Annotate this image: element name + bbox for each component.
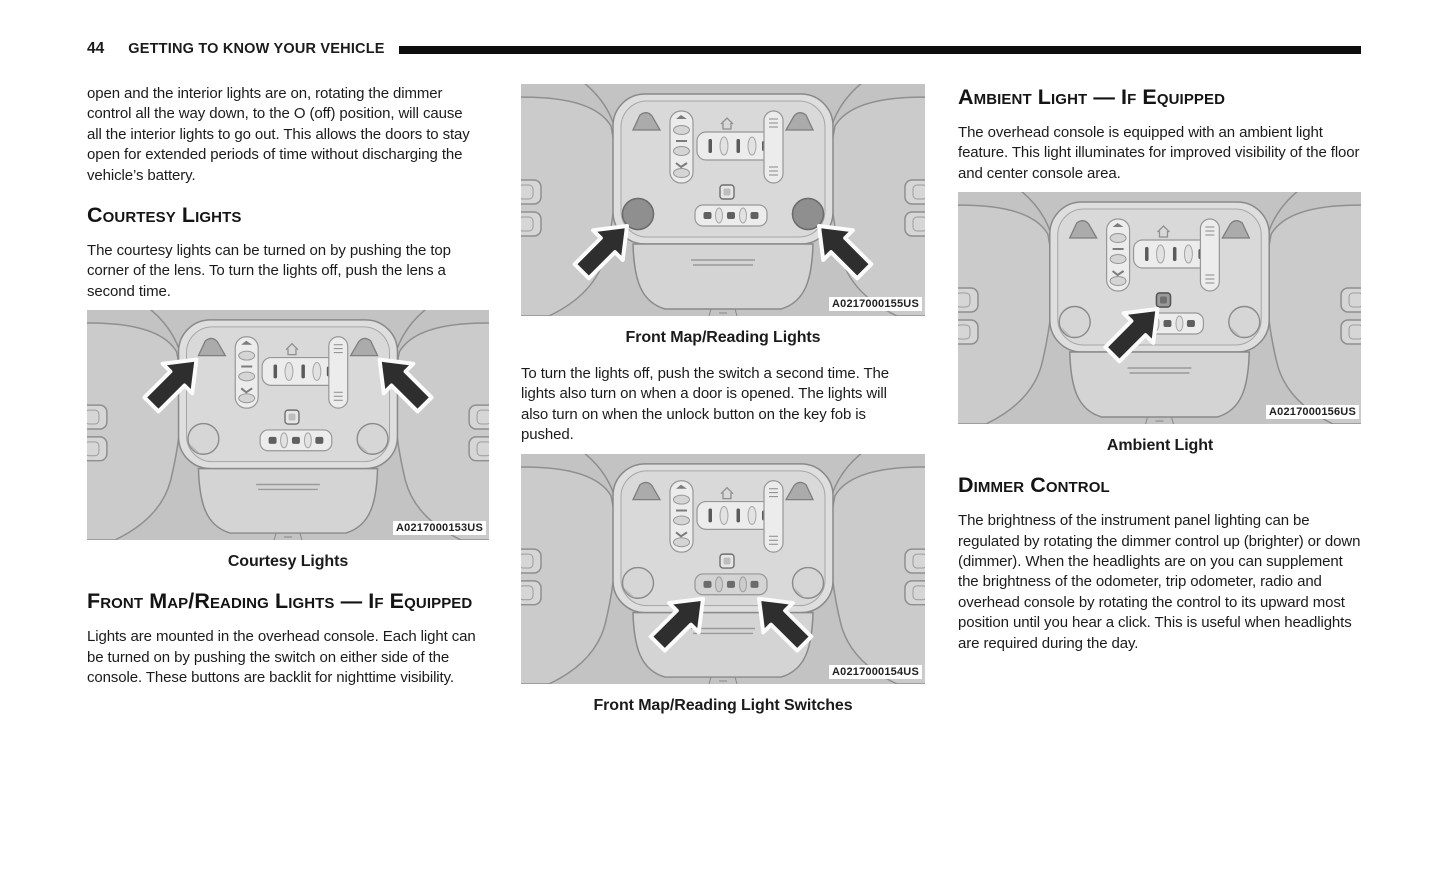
figure-front-map-reading-light-switches xyxy=(521,454,925,684)
figure-caption: Courtesy Lights xyxy=(227,553,349,571)
page-header xyxy=(87,40,1361,58)
intro-paragraph: open and the interior lights are on, rotating the dimmer control all the way down, to the O (off) position, will cause all the interior lights to go out. This allows the doors to stay open for extended periods of time without discharging the vehicle’s battery. xyxy=(87,85,470,184)
courtesy-lights-heading: Courtesy Lights xyxy=(87,203,242,228)
chapter-title: GETTING TO KNOW YOUR VEHICLE xyxy=(128,41,385,57)
dimmer-control-heading: Dimmer Control xyxy=(958,473,1110,498)
overhead-console-illustration xyxy=(521,84,925,316)
column-middle xyxy=(521,84,925,732)
figure-label: A0217000154US xyxy=(829,665,922,679)
column-right xyxy=(958,84,1362,670)
figure-label: A0217000155US xyxy=(829,297,922,311)
figure-front-map-reading-lights xyxy=(521,84,925,316)
header-rule xyxy=(399,46,1361,54)
front-map-reading-lights-paragraph: Lights are mounted in the overhead console. Each light can be turned on by pushing the switch on either side of the console. These buttons are backlit for nighttime visibility. xyxy=(87,628,476,687)
figure-caption: Front Map/Reading Lights xyxy=(625,329,821,346)
front-map-reading-lights-heading: Front Map/Reading Lights — If Equipped xyxy=(87,589,473,614)
courtesy-lights-paragraph: The courtesy lights can be turned on by pushing the top corner of the lens. To turn the lights off, push the lens a second time. xyxy=(87,242,451,300)
overhead-console-illustration xyxy=(958,192,1361,424)
figure-label: A0217000153US xyxy=(393,521,486,535)
ambient-light-paragraph: The overhead console is equipped with an ambient light feature. This light illuminates for improved visibility of the floor and center console area. xyxy=(958,124,1360,182)
ambient-light-heading: Ambient Light — If Equipped xyxy=(958,85,1226,109)
figure-caption: Ambient Light xyxy=(1106,437,1214,455)
overhead-console-illustration xyxy=(87,310,489,540)
overhead-console-illustration xyxy=(521,454,925,684)
figure-label: A0217000156US xyxy=(1266,405,1359,419)
map-lights-paragraph: To turn the lights off, push the switch a second time. The lights also turn on when a door is opened. The lights will also turn on when the unlock button on the key fob is pushed. xyxy=(521,365,890,444)
page-number: 44 xyxy=(87,40,105,57)
figure-ambient-light xyxy=(958,192,1362,424)
column-left xyxy=(87,84,489,704)
dimmer-control-paragraph: The brightness of the instrument panel lighting can be regulated by rotating the dimmer control up (brighter) or down (dimmer). When the headlights are on you can supplement the brightness of the odometer, trip odometer, radio and overhead console by rotating the control to its upward most position until you hear a click. This is useful when headlights are required during the day. xyxy=(958,512,1361,652)
figure-caption: Front Map/Reading Light Switches xyxy=(593,696,853,714)
figure-courtesy-lights xyxy=(87,310,489,540)
